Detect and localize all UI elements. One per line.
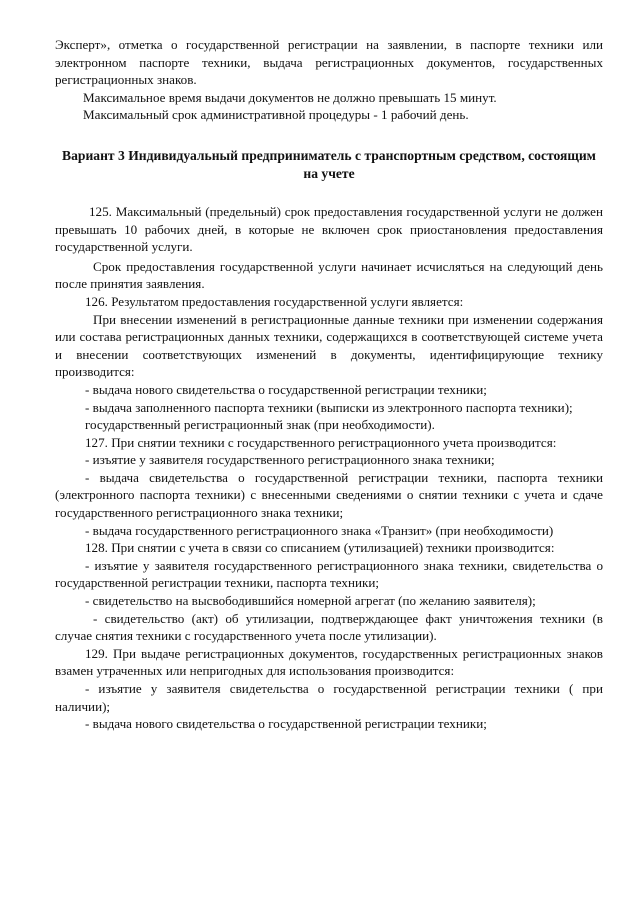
paragraph-127: 127. При снятии техники с государственного регистрационного учета производится:: [85, 434, 557, 450]
document-page: [55, 36, 603, 733]
section-heading: Вариант 3 Индивидуальный предприниматель с транспортным средством, состоящим на учете: [62, 147, 596, 181]
list-item-plate-removal: - изъятие у заявителя государственного регистрационного знака техники;: [85, 452, 495, 468]
paragraph-126: 126. Результатом предоставления государственной услуги является:: [85, 293, 464, 309]
list-item-deregistration-docs: - выдача свидетельства о государственной регистрации техники, паспорта техники (электронного паспорта техники) с внесенными сведениями о снятии техники с учета и сдаче государственного регистрационного знака техники;: [55, 469, 603, 521]
list-item-transit-plate: - выдача государственного регистрационного знака «Транзит» (при необходимости): [85, 522, 554, 538]
list-item-withdrawal: - изъятие у заявителя государственного регистрационного знака техники, свидетельства о государственной регистрации техники, паспорта техники;: [55, 557, 603, 591]
intro-paragraph-1: Эксперт», отметка о государственной регистрации на заявлении, в паспорте техники или электронном паспорте техники, выдача регистрационных документов, государственных регистрационных знаков.: [55, 37, 603, 88]
list-item-unit-certificate: - свидетельство на высвободившийся номерной агрегат (по желанию заявителя);: [85, 593, 536, 609]
paragraph-changes: При внесении изменений в регистрационные данные техники при изменении содержания или состава регистрационных данных техники, содержащихся в соответствующей системе учета и внесении соответствующих изменений в документы, идентифицирующие технику производится:: [55, 311, 603, 380]
intro-paragraph-3: Максимальный срок административной процедуры - 1 рабочий день.: [83, 107, 469, 123]
list-item-new-certificate: - выдача нового свидетельства о государственной регистрации техники;: [85, 381, 487, 397]
paragraph-term-start: Срок предоставления государственной услуги начинает исчисляться на следующий день после принятия заявления.: [55, 258, 603, 292]
intro-paragraph-2: Максимальное время выдачи документов не должно превышать 15 минут.: [83, 89, 497, 105]
paragraph-128: 128. При снятии с учета в связи со списанием (утилизацией) техники производится:: [85, 540, 555, 556]
paragraph-125: 125. Максимальный (предельный) срок предоставления государственной услуги не должен превышать 10 рабочих дней, в которые не включен срок приостановления предоставления государственной услуги.: [55, 203, 603, 255]
list-item-filled-passport: - выдача заполненного паспорта техники (выписки из электронного паспорта техники);: [85, 399, 573, 415]
list-item-certificate-withdrawal: - изъятие у заявителя свидетельства о государственной регистрации техники ( при наличии);: [55, 681, 603, 714]
list-item-disposal-act: - свидетельство (акт) об утилизации, подтверждающее факт уничтожения техники (в случае снятия техники с государственного учета после утилизации).: [55, 610, 603, 644]
list-item-plate: государственный регистрационный знак (при необходимости).: [85, 417, 435, 433]
list-item-new-certificate-2: - выдача нового свидетельства о государственной регистрации техники;: [85, 716, 487, 732]
paragraph-129: 129. При выдаче регистрационных документов, государственных регистрационных знаков взамен утраченных или непригодных для использования производится:: [55, 645, 603, 679]
